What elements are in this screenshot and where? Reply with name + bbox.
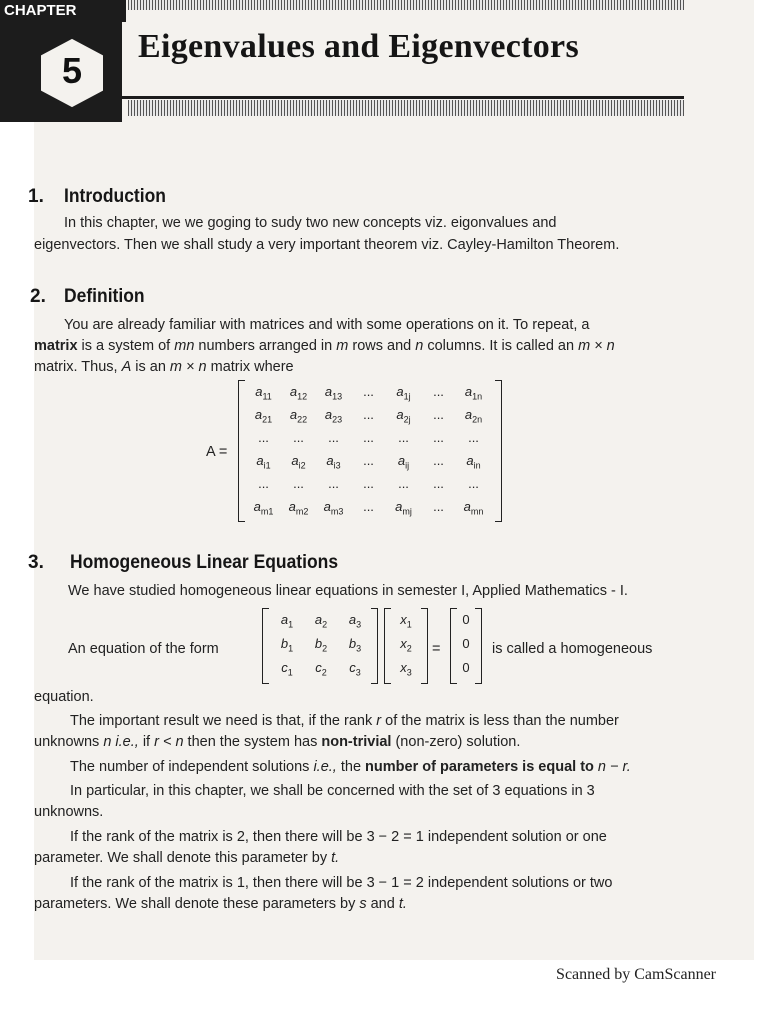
matrix-cell: $a_{12}$ (289, 384, 308, 402)
paragraph-3-line-1: In particular, in this chapter, we shall be concerned with the set of 3 equations in 3 (70, 783, 595, 799)
matrix-cell: $a_{23}$ (324, 407, 343, 425)
matrix-cell: 0 (462, 612, 470, 627)
matrix-cell: $a_{m2}$ (288, 499, 309, 517)
matrix-cell: ... (363, 476, 374, 491)
definition-line-1: You are already familiar with matrices and with some operations on it. To repeat, a (64, 317, 590, 333)
matrix-cell: $a_{in}$ (466, 453, 481, 471)
matrix-cell: $b_2$ (314, 636, 328, 654)
unknown-vector (384, 608, 428, 684)
matrix-cell: ... (468, 430, 479, 445)
zero-vector (450, 608, 482, 684)
matrix-cell: $a_3$ (348, 612, 362, 630)
header-dot-band-bottom (128, 100, 684, 116)
header-dot-band (128, 0, 684, 10)
matrix-cell: ... (433, 453, 444, 468)
matrix-cell: $a_{11}$ (255, 384, 272, 402)
section-number: 3. (28, 552, 44, 573)
matrix-cell: ... (363, 407, 374, 422)
matrix-cell: ... (433, 407, 444, 422)
matrix-cell: ... (468, 476, 479, 491)
section-number: 1. (28, 186, 44, 207)
paragraph-1-line-1: The important result we need is that, if the rank r of the matrix is less than the number (70, 713, 619, 729)
matrix-cell: $b_1$ (280, 636, 294, 654)
matrix-cell: $a_{mn}$ (463, 499, 484, 517)
equation-prefix: An equation of the form (68, 641, 219, 657)
matrix-cell: $c_2$ (315, 660, 327, 678)
homogeneous-line-1: We have studied homogeneous linear equations in semester I, Applied Mathematics - I. (68, 583, 628, 599)
matrix-cell: 0 (462, 660, 470, 675)
matrix-label: A = (206, 444, 228, 460)
paragraph-4-line-1: If the rank of the matrix is 2, then there will be 3 − 2 = 1 independent solution or one (70, 829, 607, 845)
page-title: Eigenvalues and Eigenvectors (138, 28, 579, 65)
matrix-cell: $x_2$ (400, 636, 412, 654)
matrix-cell: $a_{mj}$ (395, 499, 412, 517)
matrix-cell: $a_{ij}$ (397, 453, 410, 471)
equation-word: equation. (34, 689, 94, 705)
matrix-cell: ... (398, 476, 409, 491)
matrix-cell: ... (398, 430, 409, 445)
paragraph-5-line-2: parameters. We shall denote these parameters by s and t. (34, 896, 407, 912)
intro-line-1: In this chapter, we we goging to sudy two new concepts viz. eigonvalues and (64, 215, 557, 231)
matrix-cell: ... (363, 384, 374, 399)
equation-suffix: is called a homogeneous (492, 641, 653, 657)
chapter-label: CHAPTER (0, 0, 126, 22)
matrix-cell: $a_{22}$ (289, 407, 308, 425)
matrix-cell: ... (328, 476, 339, 491)
section-number: 2. (30, 286, 46, 307)
matrix-cell: $x_3$ (400, 660, 412, 678)
matrix-cell: ... (258, 430, 269, 445)
matrix-cell: $a_{m3}$ (323, 499, 344, 517)
matrix-cell: $a_2$ (314, 612, 328, 630)
matrix-cell: $a_{2j}$ (396, 407, 411, 425)
matrix-cell: $c_3$ (349, 660, 361, 678)
equals-sign: = (432, 641, 441, 657)
matrix-cell: ... (258, 476, 269, 491)
matrix-cell: ... (433, 384, 444, 399)
paragraph-3-line-2: unknowns. (34, 804, 104, 820)
matrix-cell: ... (433, 430, 444, 445)
section-heading-introduction: Introduction (64, 186, 166, 207)
header-rule (122, 96, 684, 99)
paragraph-1-line-2: unknowns n i.e., if r < n then the system has non-trivial (non-zero) solution. (34, 734, 521, 750)
intro-line-2: eigenvectors. Then we shall study a very important theorem viz. Cayley-Hamilton Theorem. (34, 237, 620, 253)
matrix-cell: $a_{1n}$ (464, 384, 483, 402)
coefficient-matrix (262, 608, 378, 684)
page-margin (0, 0, 34, 960)
matrix-cell: ... (363, 453, 374, 468)
section-heading-homogeneous: Homogeneous Linear Equations (70, 552, 339, 573)
paragraph-2: The number of independent solutions i.e., the number of parameters is equal to n − r. (70, 759, 631, 775)
matrix-cell: ... (363, 499, 374, 514)
matrix-cell: $c_1$ (281, 660, 293, 678)
matrix-cell: ... (363, 430, 374, 445)
matrix-cell: ... (433, 476, 444, 491)
paragraph-5-line-1: If the rank of the matrix is 1, then there will be 3 − 1 = 2 independent solutions or two (70, 875, 613, 891)
matrix-A (238, 380, 502, 522)
section-heading-definition: Definition (64, 286, 145, 307)
matrix-cell: $a_{2n}$ (464, 407, 483, 425)
definition-line-3: matrix. Thus, A is an m × n matrix where (34, 359, 294, 375)
paragraph-4-line-2: parameter. We shall denote this parameter by t. (34, 850, 340, 866)
matrix-cell: $a_{i2}$ (291, 453, 306, 471)
matrix-cell: ... (433, 499, 444, 514)
matrix-cell: 0 (462, 636, 470, 651)
matrix-cell: ... (293, 430, 304, 445)
matrix-cell: $a_{i3}$ (326, 453, 341, 471)
definition-line-2: matrix is a system of mn numbers arranged in m rows and n columns. It is called an m × n (34, 338, 615, 354)
matrix-cell: $a_{1j}$ (396, 384, 411, 402)
matrix-cell: $a_1$ (280, 612, 294, 630)
matrix-cell: ... (328, 430, 339, 445)
matrix-cell: $a_{13}$ (324, 384, 343, 402)
scanner-watermark: Scanned by CamScanner (556, 966, 716, 983)
matrix-cell: $a_{m1}$ (253, 499, 274, 517)
matrix-cell: ... (293, 476, 304, 491)
matrix-cell: $a_{i1}$ (256, 453, 271, 471)
chapter-number: 5 (61, 50, 83, 91)
matrix-cell: $b_3$ (348, 636, 362, 654)
matrix-cell: $a_{21}$ (254, 407, 273, 425)
matrix-cell: $x_1$ (400, 612, 412, 630)
